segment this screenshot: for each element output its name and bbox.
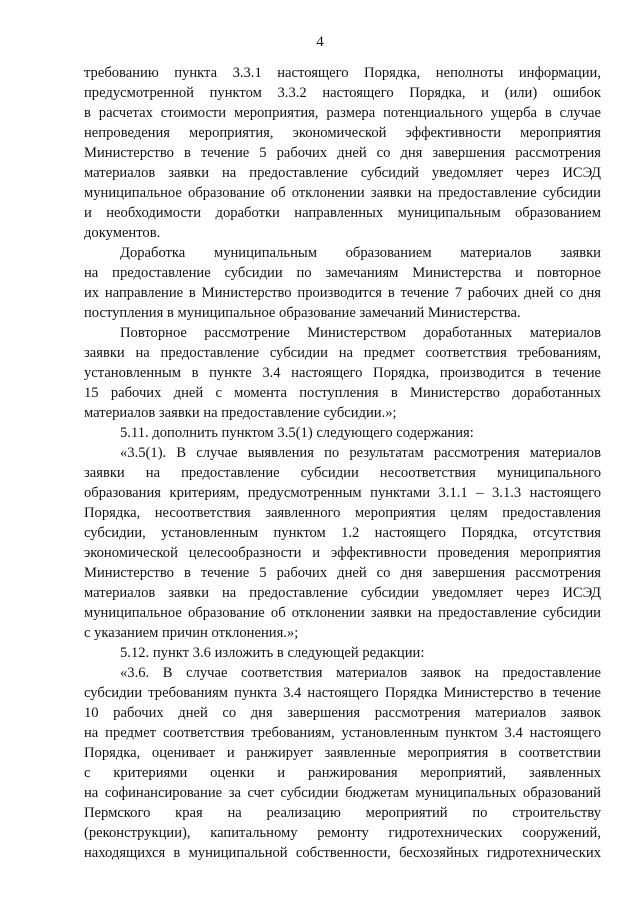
text-line: в расчетах стоимости мероприятия, размера потенциального ущерба в случае [84, 105, 601, 121]
page-number: 4 [316, 34, 324, 50]
text-line: (реконструкции), капитальному ремонту гидротехнических сооружений, [84, 825, 601, 841]
text-line: документов. [84, 225, 161, 241]
text-line: заявки на предоставление субсидии на предмет соответствия требованиям, [84, 345, 601, 361]
text-line: предусмотренной пунктом 3.3.2 настоящего Порядка, и (или) ошибок [84, 85, 601, 101]
text-line: Пермского края на реализацию мероприятий по строительству [84, 805, 601, 821]
text-line: материалов заявки на предоставление субсидии уведомляет через ИСЭД [84, 585, 601, 601]
text-line: Порядка, оценивает и ранжирует заявленные мероприятия в соответствии [84, 745, 601, 761]
text-line: «3.6. В случае соответствия материалов заявок на предоставление [120, 665, 601, 681]
text-line: материалов заявки на предоставление субсидий уведомляет через ИСЭД [84, 165, 601, 181]
text-line: на предоставление субсидии по замечаниям Министерства и повторное [84, 265, 601, 281]
text-line: 15 рабочих дней с момента поступления в Министерство доработанных [84, 385, 601, 401]
text-line: материалов заявки на предоставление субсидии.»; [84, 405, 397, 421]
text-line: субсидии, установленным пунктом 1.2 настоящего Порядка, отсутствия [84, 525, 601, 541]
text-line: экономической целесообразности и эффективности проведения мероприятия [84, 545, 601, 561]
text-line: с указанием причин отклонения.»; [84, 625, 299, 641]
text-line: муниципальное образование об отклонении заявки на предоставление субсидии [84, 185, 601, 201]
text-line: требованию пункта 3.3.1 настоящего Порядка, неполноты информации, [84, 65, 601, 81]
text-line: образования критериям, предусмотренным пунктами 3.1.1 – 3.1.3 настоящего [84, 485, 601, 501]
text-line: Министерство в течение 5 рабочих дней со дня завершения рассмотрения [84, 145, 601, 161]
text-line: на предмет соответствия требованиям, установленным пунктом 3.4 настоящего [84, 725, 601, 741]
text-line: субсидии требованиям пункта 3.4 настоящего Порядка Министерство в течение [84, 685, 601, 701]
text-line: непроведения мероприятия, экономической эффективности мероприятия [84, 125, 601, 141]
text-line: 5.11. дополнить пунктом 3.5(1) следующего содержания: [120, 425, 474, 441]
text-line: поступления в муниципальное образование замечаний Министерства. [84, 305, 521, 321]
text-line: с критериями оценки и ранжирования мероприятий, заявленных [84, 765, 601, 781]
text-line: Повторное рассмотрение Министерством доработанных материалов [120, 325, 601, 341]
text-line: Порядка, несоответствия заявленного мероприятия целям предоставления [84, 505, 601, 521]
document-body [84, 63, 601, 863]
text-line: установленным в пункте 3.4 настоящего Порядка, производится в течение [84, 365, 601, 381]
text-line: заявки на предоставление субсидии несоответствия муниципального [84, 465, 601, 481]
text-line: находящихся в муниципальной собственности, бесхозяйных гидротехнических [84, 845, 601, 861]
text-line: 10 рабочих дней со дня завершения рассмотрения материалов заявок [84, 705, 601, 721]
text-line: 5.12. пункт 3.6 изложить в следующей редакции: [120, 645, 425, 661]
text-line: Министерство в течение 5 рабочих дней со дня завершения рассмотрения [84, 565, 601, 581]
text-line: «3.5(1). В случае выявления по результатам рассмотрения материалов [120, 445, 601, 461]
text-line: Доработка муниципальным образованием материалов заявки [120, 245, 601, 261]
text-line: их направление в Министерство производится в течение 7 рабочих дней со дня [84, 285, 601, 301]
text-line: муниципальное образование об отклонении заявки на предоставление субсидии [84, 605, 601, 621]
text-line: на софинансирование за счет субсидии бюджетам муниципальных образований [84, 785, 601, 801]
text-line: и необходимости доработки направленных муниципальным образованием [84, 205, 601, 221]
